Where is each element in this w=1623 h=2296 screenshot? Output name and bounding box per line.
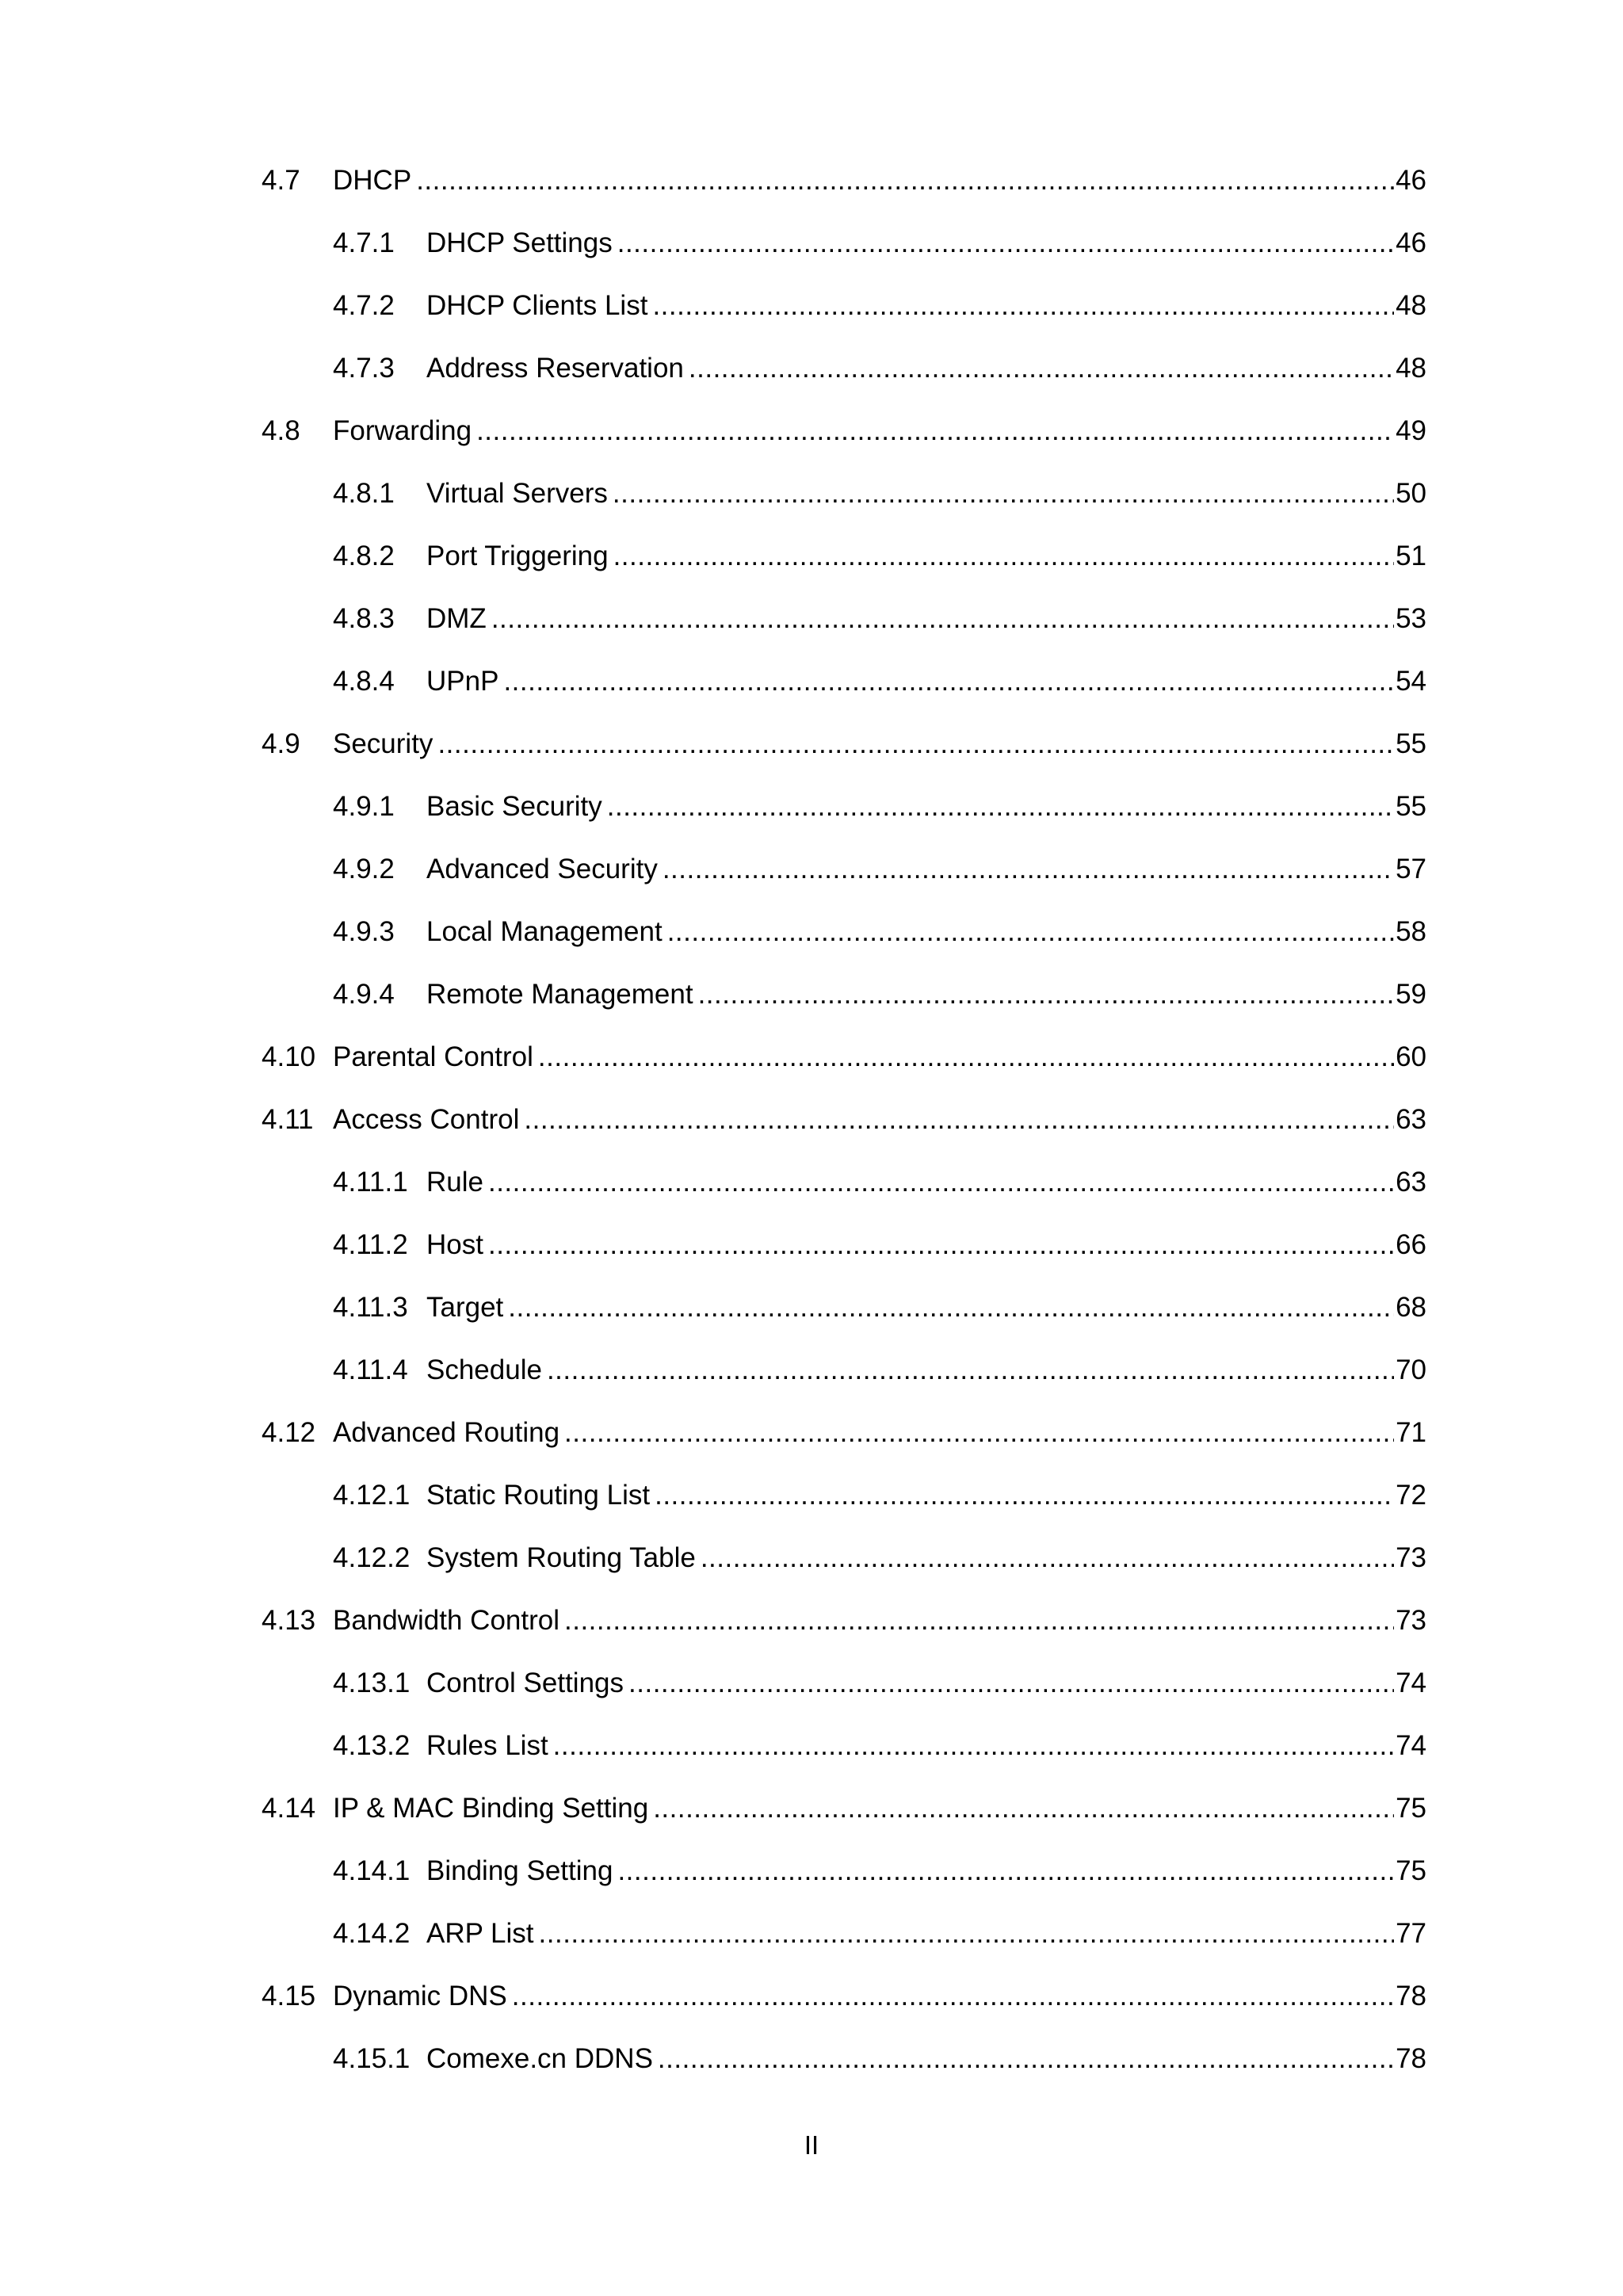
dot-leader xyxy=(698,975,1394,1014)
toc-entry[interactable] xyxy=(0,1288,1623,1328)
toc-entry-number: 4.12 xyxy=(262,1417,316,1448)
toc-entry-line xyxy=(333,1100,1426,1140)
toc-entry-page[interactable]: 48 xyxy=(1396,353,1426,384)
toc-entry-title[interactable]: UPnP xyxy=(426,666,499,697)
dot-leader xyxy=(655,1476,1394,1515)
toc-entry-number: 4.8.2 xyxy=(333,541,395,571)
dot-leader xyxy=(701,1538,1394,1578)
dot-leader xyxy=(628,1664,1394,1703)
toc-entry[interactable] xyxy=(0,286,1623,326)
toc-entry-page[interactable]: 75 xyxy=(1396,1855,1426,1886)
toc-entry[interactable] xyxy=(0,787,1623,827)
toc-entry-page[interactable]: 77 xyxy=(1396,1918,1426,1949)
toc-entry[interactable] xyxy=(0,975,1623,1014)
toc-entry-line xyxy=(426,1163,1426,1202)
dot-leader xyxy=(652,286,1394,326)
toc-entry-line xyxy=(426,1350,1426,1390)
toc-entry-page[interactable]: 74 xyxy=(1396,1730,1426,1761)
toc-entry-line xyxy=(426,1476,1426,1515)
toc-entry-line xyxy=(333,724,1426,764)
toc-entry[interactable] xyxy=(0,662,1623,701)
toc-entry-line xyxy=(426,1726,1426,1766)
toc-entry-page[interactable]: 74 xyxy=(1396,1668,1426,1698)
toc-entry-title[interactable]: Port Triggering xyxy=(426,541,609,571)
toc-entry[interactable] xyxy=(0,1100,1623,1140)
toc-entry-line xyxy=(426,599,1426,639)
toc-entry-number: 4.13.2 xyxy=(333,1730,411,1761)
toc-entry[interactable] xyxy=(0,1413,1623,1453)
toc-entry-number: 4.10 xyxy=(262,1041,316,1072)
toc-entry-page[interactable]: 78 xyxy=(1396,2043,1426,2074)
toc-entry[interactable] xyxy=(0,850,1623,889)
toc-entry-number: 4.8.4 xyxy=(333,666,395,697)
toc-entry-title[interactable]: Forwarding xyxy=(333,415,472,446)
toc-entry[interactable] xyxy=(0,1476,1623,1515)
toc-entry[interactable] xyxy=(0,1037,1623,1077)
toc-entry-number: 4.9.3 xyxy=(333,916,395,947)
toc-entry-line xyxy=(333,1037,1426,1077)
dot-leader xyxy=(564,1413,1394,1453)
toc-entry-number: 4.11 xyxy=(262,1104,314,1135)
dot-leader xyxy=(689,349,1394,388)
toc-entry-number: 4.9 xyxy=(262,728,300,759)
toc-entry-number: 4.15 xyxy=(262,1981,316,2011)
toc-entry-title[interactable]: DHCP xyxy=(333,165,412,196)
toc-entry-line xyxy=(426,537,1426,576)
toc-entry-number: 4.12.2 xyxy=(333,1542,411,1573)
toc-entry-line xyxy=(426,912,1426,952)
dot-leader xyxy=(617,223,1394,263)
dot-leader xyxy=(524,1100,1394,1140)
toc-entry-title[interactable]: DMZ xyxy=(426,603,487,634)
toc-entry-title[interactable]: Parental Control xyxy=(333,1041,533,1072)
toc-entry-title[interactable]: Binding Setting xyxy=(426,1855,613,1886)
toc-entry-page[interactable]: 46 xyxy=(1396,165,1426,196)
toc-entry-title[interactable]: System Routing Table xyxy=(426,1542,696,1573)
dot-leader xyxy=(617,1851,1394,1891)
toc-entry-title[interactable]: Access Control xyxy=(333,1104,520,1135)
toc-entry-number: 4.11.3 xyxy=(333,1292,408,1323)
toc-entry-title[interactable]: IP & MAC Binding Setting xyxy=(333,1793,649,1824)
toc-entry-page[interactable]: 57 xyxy=(1396,854,1426,884)
dot-leader xyxy=(547,1350,1394,1390)
toc-entry-line xyxy=(426,2039,1426,2079)
toc-entry-line xyxy=(426,1538,1426,1578)
toc-entry-page[interactable]: 73 xyxy=(1396,1542,1426,1573)
toc-entry-page[interactable]: 71 xyxy=(1396,1417,1426,1448)
toc-entry-number: 4.9.1 xyxy=(333,791,395,822)
toc-entry-title[interactable]: Bandwidth Control xyxy=(333,1605,559,1636)
toc-entry-title[interactable]: Dynamic DNS xyxy=(333,1981,507,2011)
dot-leader xyxy=(512,1977,1394,2016)
toc-entry-title[interactable]: DHCP Clients List xyxy=(426,290,648,321)
dot-leader xyxy=(416,161,1394,201)
toc-entry-line xyxy=(426,662,1426,701)
toc-entry[interactable] xyxy=(0,474,1623,514)
dot-leader xyxy=(613,474,1394,514)
dot-leader xyxy=(607,787,1394,827)
toc-entry-number: 4.14.1 xyxy=(333,1855,411,1886)
toc-entry[interactable] xyxy=(0,599,1623,639)
dot-leader xyxy=(667,912,1394,952)
toc-entry-number: 4.9.2 xyxy=(333,854,395,884)
toc-entry-page[interactable]: 51 xyxy=(1396,541,1426,571)
toc-entry-number: 4.12.1 xyxy=(333,1480,411,1511)
toc-entry-number: 4.11.2 xyxy=(333,1229,408,1260)
page-number: II xyxy=(804,2130,819,2160)
toc-entry-number: 4.7.2 xyxy=(333,290,395,321)
toc-entry-number: 4.8 xyxy=(262,415,300,446)
toc-entry-page[interactable]: 68 xyxy=(1396,1292,1426,1323)
toc-entry-page[interactable]: 59 xyxy=(1396,979,1426,1010)
toc-entry[interactable] xyxy=(0,1851,1623,1891)
toc-entry-line xyxy=(426,1225,1426,1265)
toc-entry-number: 4.15.1 xyxy=(333,2043,411,2074)
toc-entry[interactable] xyxy=(0,1726,1623,1766)
toc-entry-page[interactable]: 63 xyxy=(1396,1167,1426,1198)
toc-entry-page[interactable]: 54 xyxy=(1396,666,1426,697)
toc-entry-number: 4.8.3 xyxy=(333,603,395,634)
toc-entry-title[interactable]: Basic Security xyxy=(426,791,602,822)
toc-entry-page[interactable]: 53 xyxy=(1396,603,1426,634)
toc-entry[interactable] xyxy=(0,1914,1623,1954)
toc-entry-title[interactable]: ARP List xyxy=(426,1918,534,1949)
dot-leader xyxy=(488,1163,1394,1202)
toc-entry-title[interactable]: Advanced Security xyxy=(426,854,658,884)
toc-entry-page[interactable]: 60 xyxy=(1396,1041,1426,1072)
toc-entry-number: 4.13.1 xyxy=(333,1668,411,1698)
dot-leader xyxy=(663,850,1394,889)
toc-entry[interactable] xyxy=(0,1601,1623,1641)
toc-entry-number: 4.13 xyxy=(262,1605,316,1636)
toc-entry-line xyxy=(333,411,1426,451)
toc-entry[interactable] xyxy=(0,223,1623,263)
toc-entry-page[interactable]: 72 xyxy=(1396,1480,1426,1511)
toc-entry[interactable] xyxy=(0,1664,1623,1703)
toc-entry-page[interactable]: 48 xyxy=(1396,290,1426,321)
toc-entry-line xyxy=(333,161,1426,201)
toc-entry[interactable] xyxy=(0,1538,1623,1578)
toc-entry-page[interactable]: 55 xyxy=(1396,728,1426,759)
toc-entry-title[interactable]: DHCP Settings xyxy=(426,227,613,258)
toc-entry-page[interactable]: 49 xyxy=(1396,415,1426,446)
toc-entry-page[interactable]: 78 xyxy=(1396,1981,1426,2011)
toc-entry-number: 4.11.1 xyxy=(333,1167,408,1198)
toc-entry-title[interactable]: Target xyxy=(426,1292,504,1323)
toc-entry-title[interactable]: Host xyxy=(426,1229,483,1260)
toc-entry-line xyxy=(426,349,1426,388)
toc-entry[interactable] xyxy=(0,2039,1623,2079)
toc-entry-line xyxy=(333,1601,1426,1641)
toc-entry-title[interactable]: Virtual Servers xyxy=(426,478,608,509)
dot-leader xyxy=(488,1225,1394,1265)
toc-entry-title[interactable]: Address Reservation xyxy=(426,353,684,384)
toc-entry-title[interactable]: Schedule xyxy=(426,1354,542,1385)
toc-entry[interactable] xyxy=(0,1225,1623,1265)
dot-leader xyxy=(539,1914,1395,1954)
toc-entry[interactable] xyxy=(0,411,1623,451)
toc-entry[interactable] xyxy=(0,1977,1623,2016)
toc-entry-number: 4.14 xyxy=(262,1793,316,1824)
toc-entry-page[interactable]: 70 xyxy=(1396,1354,1426,1385)
toc-entry-line xyxy=(426,850,1426,889)
toc-entry[interactable] xyxy=(0,1350,1623,1390)
dot-leader xyxy=(653,1789,1394,1828)
toc-entry-line xyxy=(426,975,1426,1014)
toc-entry-line xyxy=(333,1789,1426,1828)
toc-entry[interactable] xyxy=(0,349,1623,388)
toc-entry-line xyxy=(426,1664,1426,1703)
toc-entry-title[interactable]: Rules List xyxy=(426,1730,548,1761)
dot-leader xyxy=(613,537,1395,576)
toc-entry-title[interactable]: Static Routing List xyxy=(426,1480,651,1511)
toc-entry-page[interactable]: 58 xyxy=(1396,916,1426,947)
toc-entry[interactable] xyxy=(0,1163,1623,1202)
toc-entry-page[interactable]: 50 xyxy=(1396,478,1426,509)
toc-entry-title[interactable]: Comexe.cn DDNS xyxy=(426,2043,653,2074)
toc-entry-title[interactable]: Remote Management xyxy=(426,979,693,1010)
toc-entry-line xyxy=(426,474,1426,514)
toc-entry-page[interactable]: 46 xyxy=(1396,227,1426,258)
toc-entry-page[interactable]: 75 xyxy=(1396,1793,1426,1824)
toc-entry-title[interactable]: Security xyxy=(333,728,433,759)
toc-entry-page[interactable]: 63 xyxy=(1396,1104,1426,1135)
toc-entry-title[interactable]: Control Settings xyxy=(426,1668,624,1698)
toc-entry-line xyxy=(426,223,1426,263)
toc-entry-number: 4.9.4 xyxy=(333,979,395,1010)
toc-entry-number: 4.7.1 xyxy=(333,227,395,258)
toc-entry-title[interactable]: Local Management xyxy=(426,916,663,947)
toc-entry-number: 4.7.3 xyxy=(333,353,395,384)
toc-entry-title[interactable]: Advanced Routing xyxy=(333,1417,560,1448)
toc-entry-title[interactable]: Rule xyxy=(426,1167,483,1198)
toc-entry-number: 4.11.4 xyxy=(333,1354,408,1385)
dot-leader xyxy=(508,1288,1394,1328)
toc-entry-line xyxy=(426,1851,1426,1891)
dot-leader xyxy=(564,1601,1394,1641)
toc-entry-line xyxy=(426,1914,1426,1954)
toc-entry[interactable] xyxy=(0,537,1623,576)
dot-leader xyxy=(553,1726,1394,1766)
toc-entry[interactable] xyxy=(0,161,1623,201)
dot-leader xyxy=(538,1037,1394,1077)
dot-leader xyxy=(491,599,1394,639)
dot-leader xyxy=(503,662,1394,701)
toc-entry-number: 4.8.1 xyxy=(333,478,395,509)
toc-entry-number: 4.7 xyxy=(262,165,300,196)
dot-leader xyxy=(658,2039,1394,2079)
toc-entry-line xyxy=(426,286,1426,326)
toc-entry[interactable] xyxy=(0,912,1623,952)
toc-entry-page[interactable]: 66 xyxy=(1396,1229,1426,1260)
toc-entry-line xyxy=(426,787,1426,827)
dot-leader xyxy=(437,724,1394,764)
toc-entry[interactable] xyxy=(0,1789,1623,1828)
toc-entry[interactable] xyxy=(0,724,1623,764)
toc-entry-line xyxy=(426,1288,1426,1328)
dot-leader xyxy=(476,411,1394,451)
toc-entry-line xyxy=(333,1977,1426,2016)
toc-entry-page[interactable]: 73 xyxy=(1396,1605,1426,1636)
toc-entry-page[interactable]: 55 xyxy=(1396,791,1426,822)
toc-entry-line xyxy=(333,1413,1426,1453)
toc-entry-number: 4.14.2 xyxy=(333,1918,411,1949)
